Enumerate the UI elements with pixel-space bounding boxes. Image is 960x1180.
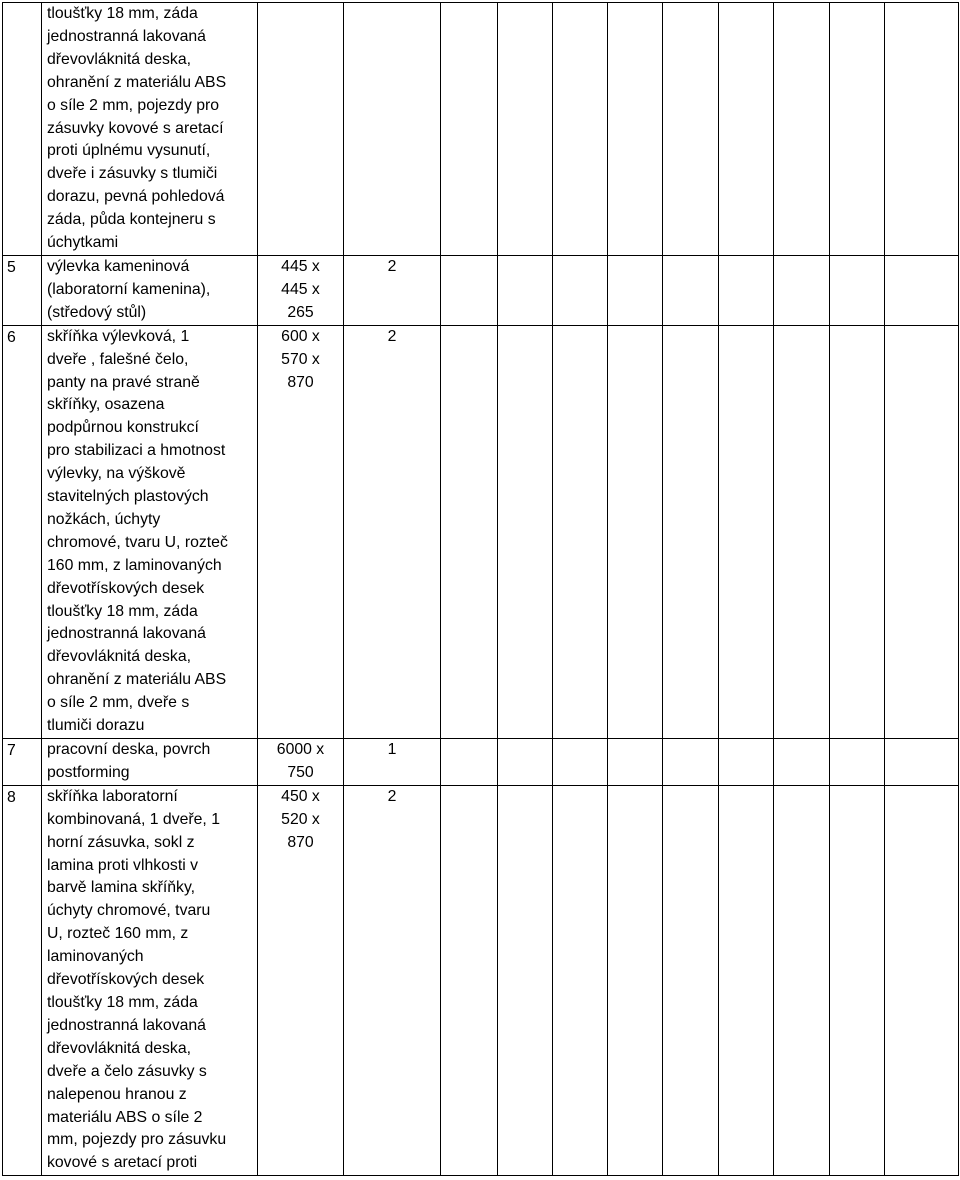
description-line: chromové, tvaru U, rozteč xyxy=(47,533,228,551)
description-line: nožkách, úchyty xyxy=(47,510,161,528)
empty-cell xyxy=(608,739,663,786)
item-number-cell: 6 xyxy=(3,325,42,738)
description-line: pracovní deska, povrch xyxy=(47,741,211,758)
dimension-line: 750 xyxy=(287,763,314,781)
empty-cell xyxy=(719,325,774,738)
empty-cell xyxy=(774,325,830,738)
description-line: dřevovláknitá deska, xyxy=(47,1039,192,1057)
description-line: o síle 2 mm, pojezdy pro xyxy=(47,96,220,114)
empty-cell xyxy=(498,739,553,786)
empty-cell xyxy=(441,255,498,325)
description-line: kombinovaná, 1 dveře, 1 xyxy=(47,810,220,828)
description-line: stavitelných plastových xyxy=(47,488,209,506)
description-line: úchytkami xyxy=(47,234,119,252)
item-dimensions-cell xyxy=(258,785,344,1175)
description-line: záda, půda kontejneru s xyxy=(47,211,216,229)
empty-cell xyxy=(719,255,774,325)
description-line: lamina proti vlhkosti v xyxy=(47,856,199,874)
description-line: barvě lamina skříňky, xyxy=(47,879,196,897)
description-line: dorazu, pevná pohledová xyxy=(47,188,225,206)
item-quantity-cell: 1 xyxy=(344,739,441,786)
item-table xyxy=(2,2,959,1176)
item-description-cell xyxy=(42,785,258,1175)
description-line: dveře a čelo zásuvky s xyxy=(47,1062,207,1080)
dimension-line: 520 x xyxy=(281,810,320,828)
empty-cell xyxy=(663,255,719,325)
description-line: panty na pravé straně xyxy=(47,373,200,391)
dimension-line: 445 x xyxy=(281,280,320,298)
item-description-cell xyxy=(42,3,258,256)
empty-cell xyxy=(441,739,498,786)
item-quantity-cell: 2 xyxy=(344,255,441,325)
description-line: tloušťky 18 mm, záda xyxy=(47,602,198,620)
empty-cell xyxy=(608,3,663,256)
empty-cell xyxy=(553,255,608,325)
empty-cell xyxy=(719,739,774,786)
item-quantity-cell xyxy=(344,3,441,256)
dimension-line: 450 x xyxy=(281,787,320,805)
empty-cell xyxy=(830,3,885,256)
item-number-cell: 5 xyxy=(3,255,42,325)
empty-cell xyxy=(830,255,885,325)
description-line: dřevovláknitá deska, xyxy=(47,648,192,666)
item-quantity-cell: 2 xyxy=(344,325,441,738)
description-line: dveře i zásuvky s tlumiči xyxy=(47,165,218,183)
description-line: tloušťky 18 mm, záda xyxy=(47,5,198,22)
empty-cell xyxy=(885,255,959,325)
empty-cell xyxy=(774,739,830,786)
description-line: ohranění z materiálu ABS xyxy=(47,73,227,91)
item-description-cell xyxy=(42,739,258,786)
empty-cell xyxy=(774,785,830,1175)
description-line: o síle 2 mm, dveře s xyxy=(47,694,190,712)
item-description-cell xyxy=(42,325,258,738)
empty-cell xyxy=(608,785,663,1175)
dimension-line: 570 x xyxy=(281,350,320,368)
empty-cell xyxy=(608,255,663,325)
empty-cell xyxy=(719,3,774,256)
empty-cell xyxy=(441,3,498,256)
dimension-line: 265 xyxy=(287,303,314,321)
description-line: výlevka kameninová xyxy=(47,257,190,275)
item-dimensions-cell xyxy=(258,739,344,786)
table-row xyxy=(3,255,959,325)
item-number-cell xyxy=(3,3,42,256)
description-line: dřevotřískových desek xyxy=(47,971,205,989)
empty-cell xyxy=(553,785,608,1175)
table-row xyxy=(3,785,959,1175)
empty-cell xyxy=(498,255,553,325)
item-quantity-cell: 2 xyxy=(344,785,441,1175)
description-line: mm, pojezdy pro zásuvku xyxy=(47,1131,227,1149)
dimension-line: 600 x xyxy=(281,327,320,345)
item-description-cell xyxy=(42,255,258,325)
empty-cell xyxy=(441,785,498,1175)
description-line: podpůrnou konstrukcí xyxy=(47,419,199,437)
item-number-cell: 7 xyxy=(3,739,42,786)
description-line: dveře , falešné čelo, xyxy=(47,350,189,368)
description-line: skříňka laboratorní xyxy=(47,787,178,805)
empty-cell xyxy=(663,3,719,256)
description-line: dřevovláknitá deska, xyxy=(47,50,192,68)
description-line: výlevky, na výškově xyxy=(47,465,186,483)
empty-cell xyxy=(553,739,608,786)
description-line: jednostranná lakovaná xyxy=(47,625,206,643)
item-number-cell: 8 xyxy=(3,785,42,1175)
empty-cell xyxy=(885,739,959,786)
empty-cell xyxy=(774,3,830,256)
empty-cell xyxy=(885,325,959,738)
description-line: materiálu ABS o síle 2 xyxy=(47,1108,203,1126)
empty-cell xyxy=(498,785,553,1175)
item-dimensions-cell xyxy=(258,255,344,325)
empty-cell xyxy=(498,325,553,738)
description-line: skříňky, osazena xyxy=(47,396,165,414)
description-line: ohranění z materiálu ABS xyxy=(47,671,227,689)
description-line: 160 mm, z laminovaných xyxy=(47,556,222,574)
table-row xyxy=(3,325,959,738)
description-line: úchyty chromové, tvaru xyxy=(47,902,211,920)
empty-cell xyxy=(553,3,608,256)
empty-cell xyxy=(663,785,719,1175)
description-line: tlumiči dorazu xyxy=(47,717,145,735)
description-line: U, rozteč 160 mm, z xyxy=(47,925,189,943)
description-line: postforming xyxy=(47,763,130,781)
empty-cell xyxy=(830,325,885,738)
description-line: jednostranná lakovaná xyxy=(47,27,206,45)
description-line: proti úplnému vysunutí, xyxy=(47,142,211,160)
empty-cell xyxy=(885,3,959,256)
empty-cell xyxy=(553,325,608,738)
empty-cell xyxy=(498,3,553,256)
description-line: laminovaných xyxy=(47,948,144,966)
empty-cell xyxy=(663,325,719,738)
empty-cell xyxy=(663,739,719,786)
empty-cell xyxy=(885,785,959,1175)
description-line: (laboratorní kamenina), xyxy=(47,280,211,298)
description-line: nalepenou hranou z xyxy=(47,1085,187,1103)
empty-cell xyxy=(830,785,885,1175)
dimension-line: 870 xyxy=(287,833,314,851)
description-line: horní zásuvka, sokl z xyxy=(47,833,195,851)
empty-cell xyxy=(830,739,885,786)
table-row xyxy=(3,739,959,786)
description-line: tloušťky 18 mm, záda xyxy=(47,993,198,1011)
dimension-line: 870 xyxy=(287,373,314,391)
description-line: jednostranná lakovaná xyxy=(47,1016,206,1034)
empty-cell xyxy=(441,325,498,738)
empty-cell xyxy=(719,785,774,1175)
empty-cell xyxy=(608,325,663,738)
dimension-line: 6000 x xyxy=(276,741,325,758)
description-line: skříňka výlevková, 1 xyxy=(47,327,190,345)
dimension-line: 445 x xyxy=(281,257,320,275)
description-line: dřevotřískových desek xyxy=(47,579,205,597)
description-line: (středový stůl) xyxy=(47,303,147,321)
table-row xyxy=(3,3,959,256)
description-line: zásuvky kovové s aretací xyxy=(47,119,224,137)
empty-cell xyxy=(774,255,830,325)
description-line: kovové s aretací proti xyxy=(47,1154,198,1172)
description-line: pro stabilizaci a hmotnost xyxy=(47,442,226,460)
item-dimensions-cell xyxy=(258,3,344,256)
item-dimensions-cell xyxy=(258,325,344,738)
table-body xyxy=(3,3,959,1176)
